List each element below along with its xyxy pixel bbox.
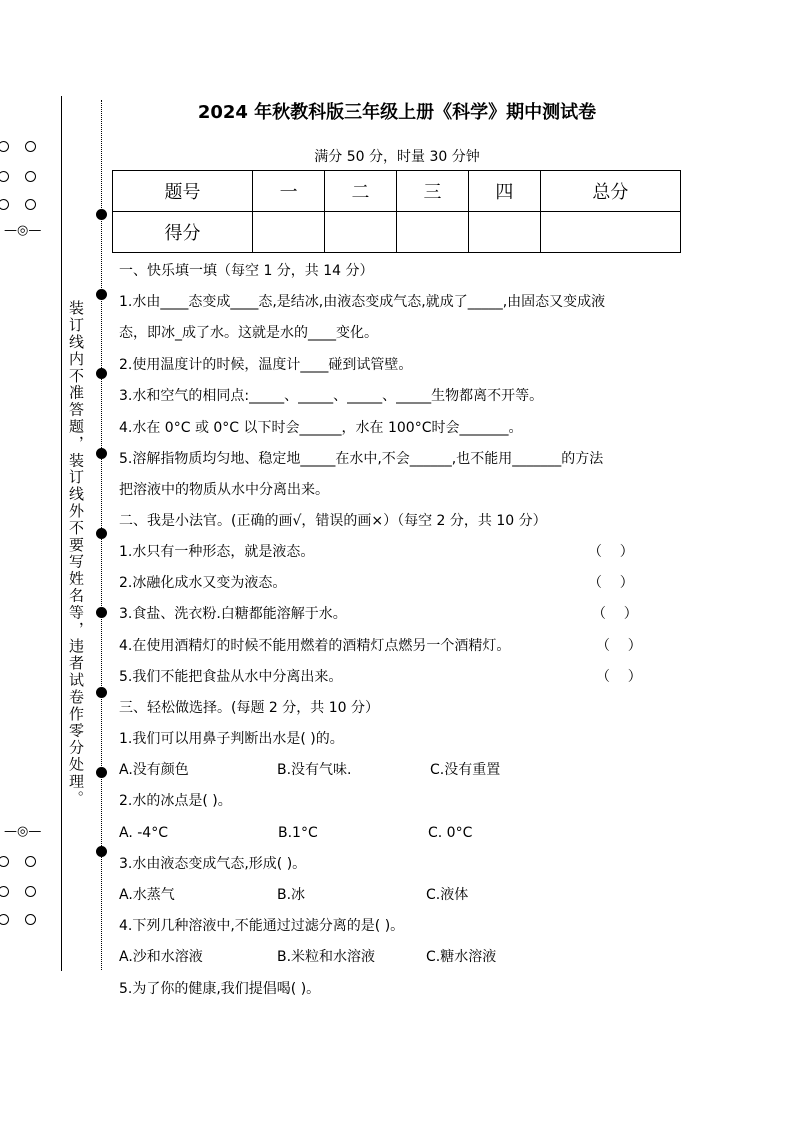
binding-hole (0, 171, 9, 182)
choice-option-a[interactable]: A. -4°C (119, 825, 168, 841)
score-cell[interactable] (396, 212, 468, 253)
binding-mark: —◎— (4, 223, 42, 238)
score-header-cell: 题号 (113, 171, 253, 212)
choice-option-b[interactable]: B.1°C (278, 825, 318, 841)
question-line: 3.水和空气的相同点:_____、_____、_____、_____生物都离不开等。 (119, 388, 544, 404)
binding-hole (0, 199, 9, 210)
judge-item: 5.我们不能把食盐从水中分离出来。 (119, 669, 343, 685)
choice-question: 3.水由液态变成气态,形成( )。 (119, 856, 307, 872)
question-line: 2.使用温度计的时候，温度计____碰到试管壁。 (119, 357, 413, 373)
binding-dot (96, 289, 107, 300)
choice-option-b[interactable]: B.米粒和水溶液 (277, 949, 376, 965)
choice-option-c[interactable]: C.糖水溶液 (426, 949, 497, 965)
judge-item: 1.水只有一种形态，就是液态。 (119, 544, 315, 560)
score-header-cell: 四 (468, 171, 540, 212)
score-cell[interactable] (325, 212, 397, 253)
answer-paren[interactable]: （ ） (592, 606, 638, 622)
choice-option-a[interactable]: A.没有颜色 (119, 762, 189, 778)
binding-line-solid (61, 96, 62, 971)
binding-hole (25, 141, 36, 152)
binding-hole (0, 141, 9, 152)
score-header-cell: 一 (253, 171, 325, 212)
section-heading: 二、我是小法官。(正确的画√，错误的画×）（每空 2 分，共 10 分） (119, 513, 547, 529)
answer-paren[interactable]: （ ） (596, 638, 642, 654)
binding-notice: 装订线内不准答题，装订线外不要写姓名等，违者试卷作零分处理。 (67, 300, 85, 807)
page-subtitle: 满分 50 分，时量 30 分钟 (314, 149, 480, 165)
choice-option-a[interactable]: A.沙和水溶液 (119, 949, 203, 965)
score-table-score-row (113, 212, 681, 253)
binding-hole (0, 856, 9, 867)
binding-hole (25, 199, 36, 210)
choice-question: 2.水的冰点是( )。 (119, 793, 232, 809)
binding-hole (25, 886, 36, 897)
binding-dot (96, 528, 107, 539)
binding-dot (96, 209, 107, 220)
choice-option-c[interactable]: C.液体 (426, 887, 469, 903)
score-cell[interactable] (253, 212, 325, 253)
judge-item: 3.食盐、洗衣粉.白糖都能溶解于水。 (119, 606, 347, 622)
choice-option-a[interactable]: A.水蒸气 (119, 887, 175, 903)
choice-option-c[interactable]: C.没有重置 (430, 762, 501, 778)
choice-question: 5.为了你的健康,我们提倡喝( )。 (119, 981, 321, 997)
section-heading: 三、轻松做选择。(每题 2 分，共 10 分） (119, 700, 379, 716)
judge-item: 4.在使用酒精灯的时候不能用燃着的酒精灯点燃另一个酒精灯。 (119, 638, 511, 654)
score-row-label: 得分 (113, 212, 253, 253)
score-header-cell: 二 (325, 171, 397, 212)
binding-dot (96, 846, 107, 857)
question-line: 1.水由____态变成____态,是结冰,由液态变成气态,就成了_____,由固态又变成液 (119, 294, 606, 310)
score-table (112, 170, 681, 253)
choice-option-c[interactable]: C. 0°C (428, 825, 473, 841)
judge-item: 2.冰融化成水又变为液态。 (119, 575, 287, 591)
question-line: 5.溶解指物质均匀地、稳定地_____在水中,不会______,也不能用_______的方法 (119, 451, 604, 467)
score-cell[interactable] (468, 212, 540, 253)
page-title: 2024 年秋教科版三年级上册《科学》期中测试卷 (197, 102, 597, 123)
binding-dot (96, 767, 107, 778)
answer-paren[interactable]: （ ） (596, 669, 642, 685)
binding-dot (96, 607, 107, 618)
question-line: 态，即冰_成了水。这就是水的____变化。 (119, 325, 378, 341)
choice-option-b[interactable]: B.没有气味. (277, 762, 352, 778)
question-line: 把溶液中的物质从水中分离出来。 (119, 482, 329, 498)
answer-paren[interactable]: （ ） (588, 544, 634, 560)
binding-dot (96, 448, 107, 459)
choice-question: 1.我们可以用鼻子判断出水是( )的。 (119, 731, 344, 747)
binding-hole (25, 914, 36, 925)
binding-dot (96, 687, 107, 698)
section-heading: 一、快乐填一填（每空 1 分，共 14 分） (119, 263, 374, 279)
binding-dot (96, 368, 107, 379)
binding-hole (25, 171, 36, 182)
question-line: 4.水在 0°C 或 0°C 以下时会______，水在 100°C时会_______。 (119, 420, 523, 436)
score-table-header-row (113, 171, 681, 212)
answer-paren[interactable]: （ ） (588, 575, 634, 591)
binding-hole (25, 856, 36, 867)
binding-hole (0, 886, 9, 897)
score-header-cell: 总分 (540, 171, 680, 212)
score-header-cell: 三 (396, 171, 468, 212)
choice-question: 4.下列几种溶液中,不能通过过滤分离的是( )。 (119, 918, 405, 934)
binding-mark: —◎— (4, 824, 42, 839)
binding-hole (0, 914, 9, 925)
score-cell[interactable] (540, 212, 680, 253)
choice-option-b[interactable]: B.冰 (277, 887, 306, 903)
